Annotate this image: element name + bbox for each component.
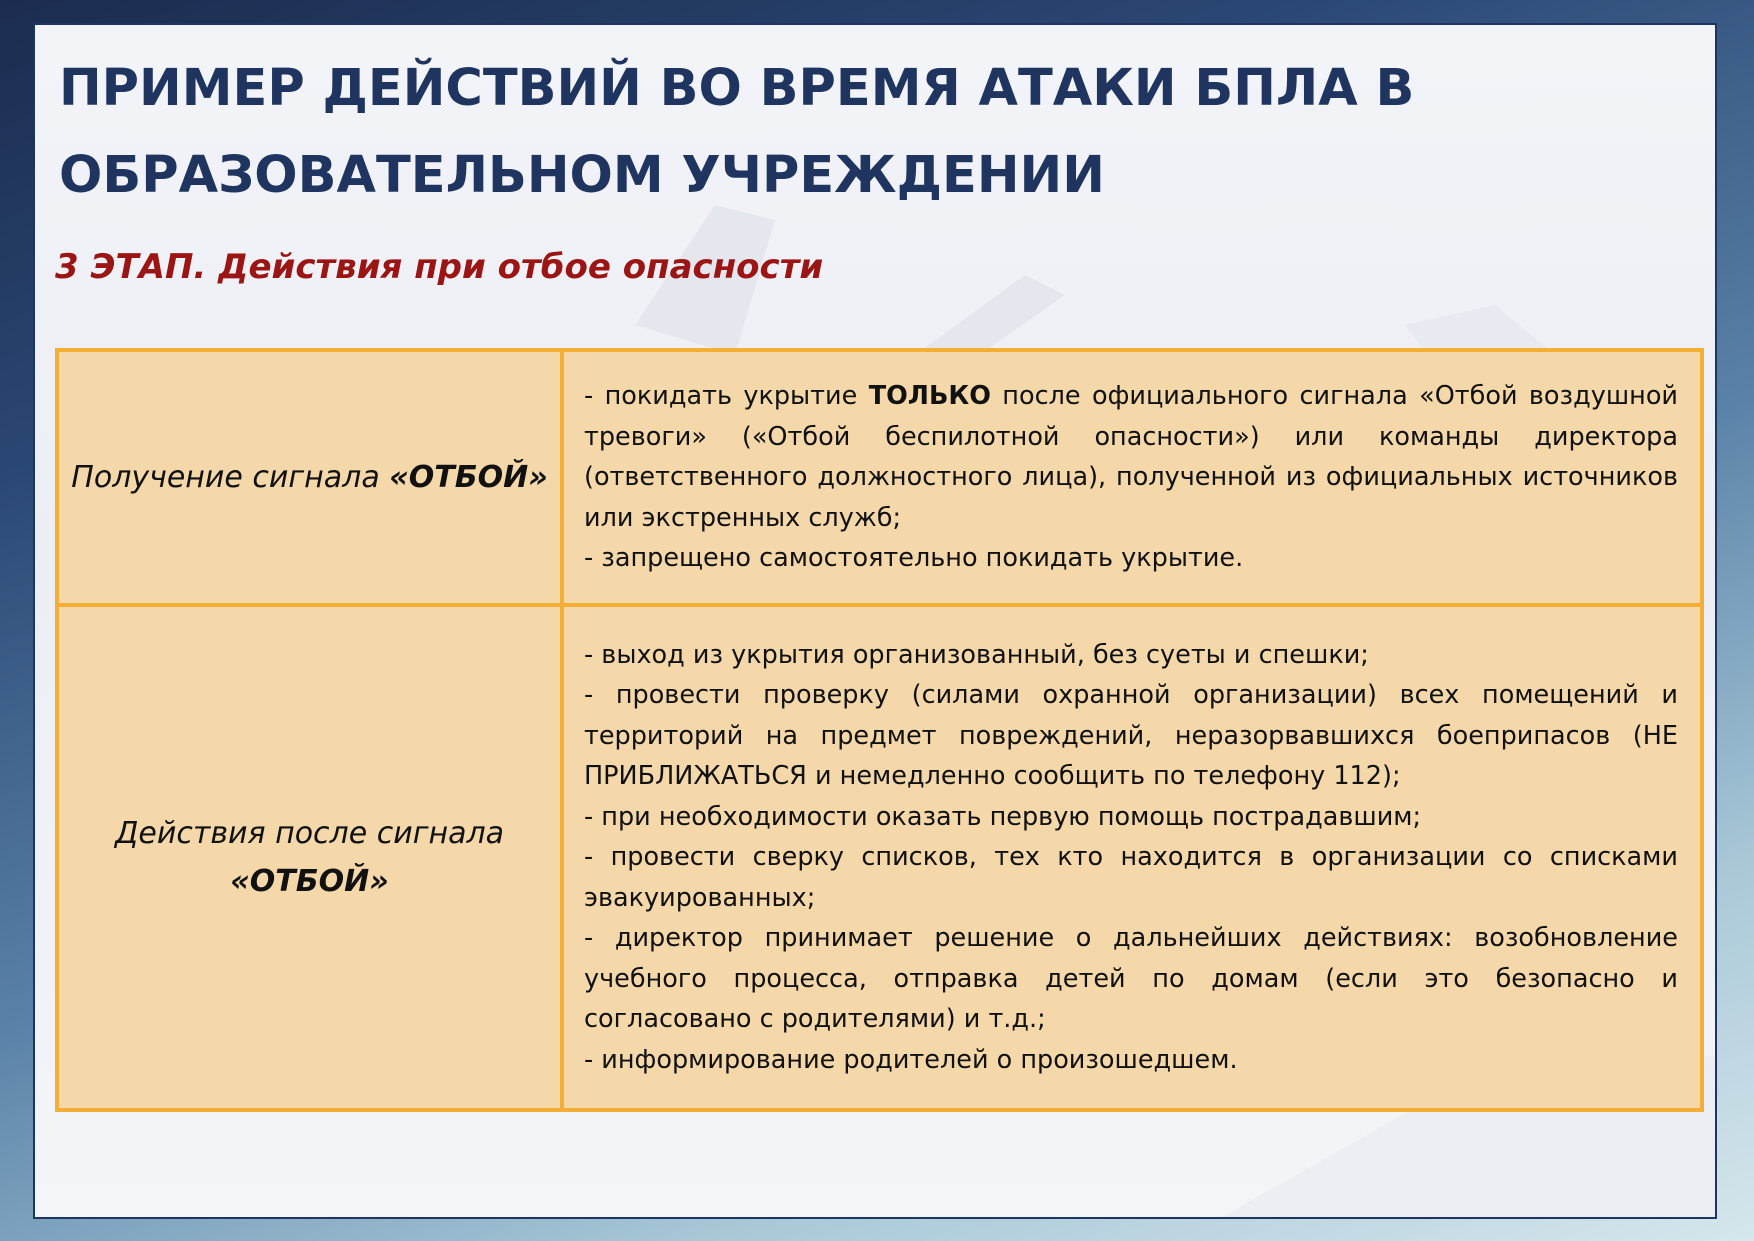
actions-table bbox=[55, 348, 1704, 1112]
page-title-line-2: ОБРАЗОВАТЕЛЬНОМ УЧРЕЖДЕНИИ bbox=[59, 146, 1105, 205]
row-label-bold: «ОТБОЙ» bbox=[230, 863, 389, 899]
list-item: - провести проверку (силами охранной организации) всех помещений и территорий на предмет повреждений, неразорвавшихся боеприпасов (НЕ ПРИБЛИЖАТЬСЯ и немедленно сообщить по телефону 112); bbox=[584, 680, 1678, 792]
row-label-after-signal bbox=[57, 605, 562, 1110]
stage-subtitle: 3 ЭТАП. Действия при отбое опасности bbox=[55, 247, 824, 287]
list-item bbox=[584, 376, 1678, 538]
row-label-signal bbox=[57, 350, 562, 605]
list-item: - провести сверку списков, тех кто находится в организации со списками эвакуированных; bbox=[584, 842, 1678, 913]
row-label-prefix: Действия после сигнала bbox=[114, 815, 505, 851]
row-label-prefix: Получение сигнала bbox=[71, 459, 390, 495]
list-item: - директор принимает решение о дальнейших действиях: возобновление учебного процесса, отправка детей по домам (если это безопасно и согласовано с родителями) и т.д.; bbox=[584, 923, 1678, 1035]
row-description-after-signal bbox=[562, 605, 1702, 1110]
list-item: - информирование родителей о произошедшем. bbox=[584, 1044, 1238, 1075]
row-description-signal bbox=[562, 350, 1702, 605]
page-title-line-1: ПРИМЕР ДЕЙСТВИЙ ВО ВРЕМЯ АТАКИ БПЛА В bbox=[59, 59, 1415, 118]
list-item-text: - покидать укрытие bbox=[584, 381, 869, 412]
list-item: - при необходимости оказать первую помощь пострадавшим; bbox=[584, 801, 1422, 832]
table-row bbox=[57, 605, 1702, 1110]
list-item-text: после официального сигнала «Отбой воздушной тревоги» («Отбой беспилотной опасности») или команды директора (ответственного должностного лица), полученной из официальных источников или экстренных служб; bbox=[584, 381, 1678, 533]
list-item: - выход из укрытия организованный, без суеты и спешки; bbox=[584, 639, 1369, 670]
table-row bbox=[57, 350, 1702, 605]
list-item-emphasis: ТОЛЬКО bbox=[868, 381, 991, 412]
list-item: - запрещено самостоятельно покидать укрытие. bbox=[584, 543, 1244, 574]
row-label-bold: «ОТБОЙ» bbox=[389, 459, 548, 495]
slide bbox=[33, 23, 1717, 1219]
page-title bbox=[59, 45, 1619, 219]
